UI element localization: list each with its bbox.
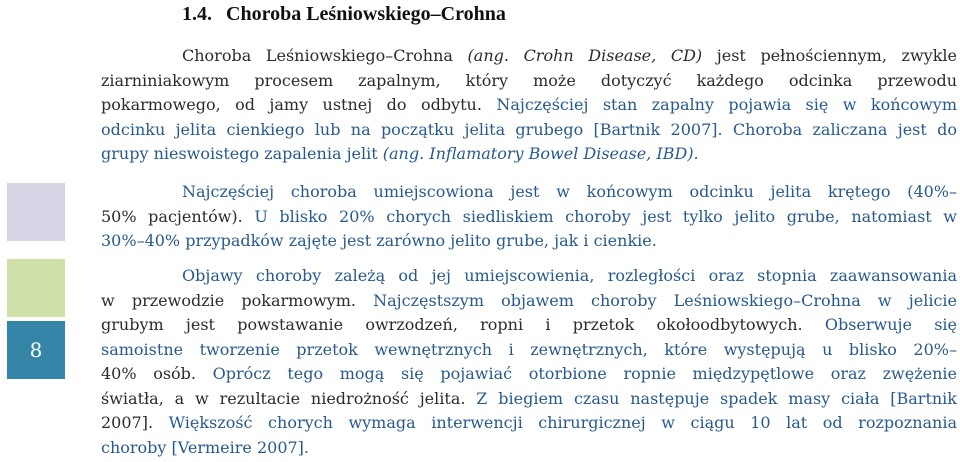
text-segment: ziarniniakowym procesem zapalnym, który może dotyczyć każdego odcinka przewodu — [101, 70, 957, 90]
text-segment: jest pełnościennym, zwykle — [702, 46, 957, 65]
text-segment: Z biegiem czasu następuje spadek masy ciała [Bartnik — [476, 388, 957, 408]
text-segment: grubym jest powstawanie owrzodzeń, ropni i przetok okołoodbytowych. — [101, 315, 825, 334]
text-line — [101, 118, 957, 143]
text-segment: (ang. Inflamatory Bowel Disease, IBD). — [382, 144, 699, 163]
text-segment: Objawy choroby zależą od jej umiejscowienia, rozległości oraz stopnia zaawansowania — [182, 266, 957, 285]
text-line — [101, 387, 957, 412]
text-line — [101, 411, 957, 436]
page-number: 8 — [29, 338, 43, 362]
text-segment: 40% osób. — [101, 364, 213, 383]
text-segment: grupy nieswoistego zapalenia jelit — [101, 144, 383, 163]
text-line — [101, 229, 957, 254]
text-line — [101, 44, 957, 69]
text-line — [101, 313, 957, 338]
text-segment: Najczęściej stan zapalny pojawia się w końcowym — [496, 95, 957, 114]
text-line — [101, 362, 957, 387]
decorative-square-green — [7, 259, 65, 317]
text-segment: pokarmowego, od jamy ustnej do odbytu. — [101, 95, 497, 114]
decorative-square-lavender — [7, 183, 65, 241]
paragraph-3 — [101, 264, 957, 460]
text-line — [101, 289, 957, 314]
text-segment: samoistne tworzenie przetok wewnętrznych i zewnętrznych, które występują u blisko 20%– — [101, 339, 957, 359]
text-segment: w przewodzie pokarmowym. — [101, 290, 374, 310]
text-line — [101, 69, 957, 94]
text-segment: Najczęściej choroba umiejscowiona jest w końcowym odcinku jelita krętego (40%– — [182, 182, 957, 201]
text-line — [101, 436, 957, 461]
text-line — [101, 205, 957, 230]
paragraph-2 — [101, 180, 957, 254]
text-segment: 2007]. — [101, 413, 169, 432]
text-segment: Oprócz tego mogą się pojawiać otorbione ropnie międzypętlowe oraz zwężenie — [212, 364, 957, 383]
text-line — [101, 338, 957, 363]
text-segment: odcinku jelita cienkiego lub na początku jelita grubego [Bartnik 2007]. — [101, 119, 733, 139]
text-segment: U blisko 20% chorych siedliskiem choroby jest tylko jelito grube, natomiast w — [254, 206, 958, 226]
paragraph-1 — [101, 44, 957, 167]
text-line — [101, 142, 957, 167]
text-line — [101, 264, 957, 289]
text-segment: 30%–40% przypadków zajęte jest zarówno jelito grube, jak i cienkie. — [101, 231, 657, 250]
text-line — [101, 180, 957, 205]
text-segment: Obserwuje się — [824, 315, 958, 334]
text-segment: 50% pacjentów). — [101, 206, 255, 226]
text-segment: Choroba zaliczana jest do — [732, 119, 958, 139]
text-segment: Najczęstszym objawem choroby Leśniowskiego–Crohna w jelicie — [373, 290, 958, 310]
section-heading — [182, 2, 506, 26]
section-number: 1.4. — [182, 3, 212, 25]
text-segment: Choroba Leśniowskiego–Crohna — [182, 46, 468, 65]
text-segment: światła, a w rezultacie niedrożność jelita. — [101, 388, 477, 408]
text-line — [101, 93, 957, 118]
text-segment: (ang. Crohn Disease, CD) — [467, 46, 703, 65]
text-segment: choroby [Vermeire 2007]. — [101, 437, 309, 457]
text-segment: Większość chorych wymaga interwencji chirurgicznej w ciągu 10 lat od rozpoznania — [168, 413, 957, 432]
section-title: Choroba Leśniowskiego–Crohna — [226, 3, 506, 25]
